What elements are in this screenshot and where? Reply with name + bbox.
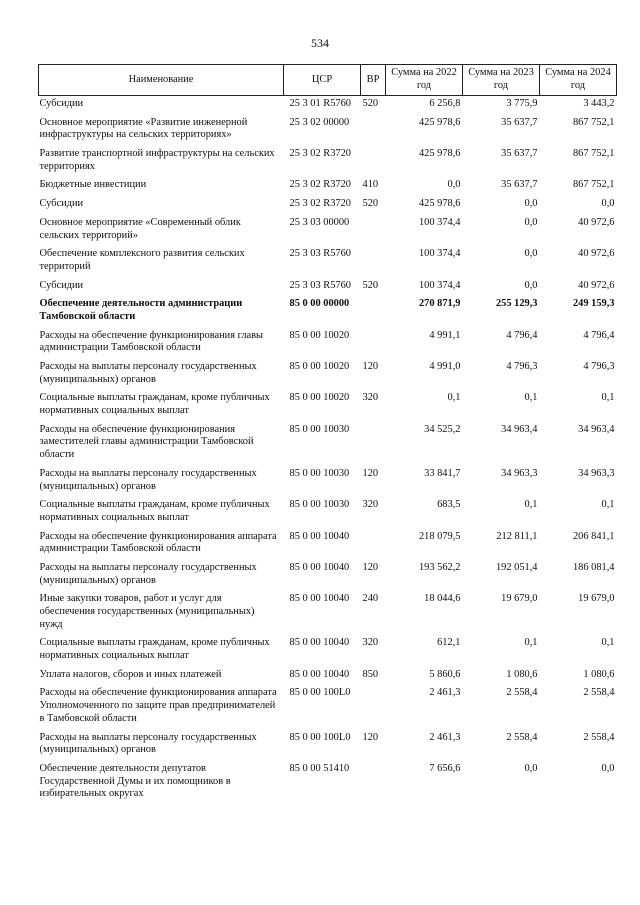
cell-sum-2022: 100 374,4: [418, 279, 461, 291]
cell-sum-2024: 2 558,4: [583, 731, 615, 743]
cell-vr: 320: [362, 499, 379, 511]
cell-sum-2022: 218 079,5: [418, 530, 461, 542]
table-row: [39, 115, 617, 146]
header-sum-2024: Сумма на 2024 год: [540, 65, 617, 96]
cell-name: Обеспечение комплексного развития сельских территорий: [39, 248, 245, 272]
cell-vr: [361, 685, 386, 729]
cell-vr: [361, 146, 386, 177]
cell-sum-2024: 4 796,3: [583, 361, 615, 372]
cell-sum-2023: 34 963,3: [501, 467, 538, 479]
cell-name: Расходы на выплаты персоналу государственных (муниципальных) органов: [39, 467, 257, 492]
cell-sum-2022: 5 860,6: [429, 668, 461, 680]
cell-sum-2023: 0,0: [524, 198, 538, 210]
cell-sum-2024: 2 558,4: [583, 687, 615, 699]
cell-name: Уплата налогов, сборов и иных платежей: [39, 668, 222, 680]
header-row: [39, 65, 617, 96]
cell-sum-2024: 867 752,1: [572, 179, 615, 191]
cell-sum-2024: 1 080,6: [583, 668, 615, 680]
cell-csr: 85 0 00 10020: [289, 329, 350, 341]
cell-vr: 320: [362, 637, 379, 649]
cell-sum-2022: 425 978,6: [418, 116, 461, 128]
cell-name: Расходы на выплаты персоналу государственных (муниципальных) органов: [39, 561, 257, 586]
budget-table: [38, 64, 617, 805]
cell-sum-2023: 35 637,7: [501, 148, 538, 160]
cell-sum-2022: 193 562,2: [418, 561, 461, 573]
cell-sum-2022: 0,0: [447, 179, 461, 191]
cell-sum-2022: 2 461,3: [429, 731, 461, 743]
cell-csr: 25 3 02 00000: [289, 116, 350, 128]
table-row: [39, 96, 617, 115]
cell-name: Развитие транспортной инфраструктуры на сельских территориях: [39, 148, 275, 172]
cell-sum-2022: 7 656,6: [429, 762, 461, 774]
header-sum-2023: Сумма на 2023 год: [463, 65, 540, 96]
cell-vr: 520: [362, 279, 379, 291]
cell-csr: 85 0 00 100L0: [289, 687, 351, 699]
table-row: [39, 560, 617, 591]
cell-sum-2023: 0,0: [524, 248, 538, 260]
cell-vr: [361, 422, 386, 466]
cell-sum-2024: 0,1: [601, 637, 615, 649]
table-body: [39, 96, 617, 805]
table-row: [39, 422, 617, 466]
cell-vr: 520: [362, 98, 379, 109]
cell-vr: [361, 761, 386, 805]
cell-vr: 120: [362, 361, 379, 372]
table-row: [39, 761, 617, 805]
cell-csr: 85 0 00 00000: [289, 298, 350, 310]
table-row: [39, 497, 617, 528]
table-row: [39, 146, 617, 177]
page-number: 534: [311, 36, 329, 50]
cell-sum-2022: 100 374,4: [418, 248, 461, 260]
header-name: Наименование: [39, 65, 284, 96]
header-csr: ЦСР: [284, 65, 361, 96]
cell-vr: 120: [362, 731, 379, 743]
cell-sum-2024: 0,0: [601, 762, 615, 774]
cell-vr: 850: [362, 668, 379, 680]
cell-vr: 120: [362, 467, 379, 479]
cell-csr: 25 3 03 R5760: [289, 279, 351, 291]
cell-csr: 25 3 02 R3720: [289, 148, 351, 160]
cell-vr: [361, 115, 386, 146]
table-row: [39, 246, 617, 277]
cell-name: Социальные выплаты гражданам, кроме публичных нормативных социальных выплат: [39, 499, 270, 523]
cell-sum-2024: 867 752,1: [572, 116, 615, 128]
cell-sum-2023: 2 558,4: [506, 731, 538, 743]
cell-sum-2024: 186 081,4: [572, 561, 615, 573]
cell-name: Социальные выплаты гражданам, кроме публичных нормативных социальных выплат: [39, 392, 270, 417]
table-row: [39, 328, 617, 359]
cell-sum-2022: 683,5: [437, 499, 461, 511]
cell-sum-2024: 34 963,4: [578, 423, 615, 435]
cell-sum-2024: 4 796,4: [583, 329, 615, 341]
table-row: [39, 177, 617, 196]
cell-sum-2023: 192 051,4: [495, 561, 538, 573]
cell-sum-2024: 40 972,6: [578, 216, 615, 228]
table-row: [39, 359, 617, 390]
cell-sum-2022: 270 871,9: [418, 298, 461, 310]
cell-sum-2023: 19 679,0: [501, 593, 538, 605]
table-row: [39, 730, 617, 761]
cell-sum-2024: 867 752,1: [572, 148, 615, 160]
cell-vr: [361, 328, 386, 359]
cell-vr: [361, 215, 386, 246]
cell-sum-2022: 425 978,6: [418, 148, 461, 160]
cell-sum-2023: 0,1: [524, 637, 538, 649]
cell-sum-2023: 35 637,7: [501, 179, 538, 191]
cell-vr: 410: [362, 179, 379, 191]
cell-csr: 85 0 00 10040: [289, 637, 350, 649]
cell-name: Расходы на обеспечение функционирования главы администрации Тамбовской области: [39, 329, 264, 354]
cell-sum-2022: 100 374,4: [418, 216, 461, 228]
cell-sum-2023: 0,1: [524, 392, 538, 404]
cell-sum-2024: 19 679,0: [578, 593, 615, 605]
cell-name: Расходы на обеспечение функционирования аппарата администрации Тамбовской области: [39, 530, 277, 555]
cell-csr: 85 0 00 10040: [289, 593, 350, 605]
cell-sum-2023: 35 637,7: [501, 116, 538, 128]
cell-sum-2024: 0,0: [601, 198, 615, 210]
header-vr: ВР: [361, 65, 386, 96]
cell-name: Расходы на обеспечение функционирования аппарата Уполномоченного по защите прав предпринимателей в Тамбовской области: [39, 687, 277, 724]
cell-sum-2023: 2 558,4: [506, 687, 538, 699]
cell-sum-2024: 34 963,3: [578, 467, 615, 479]
cell-sum-2023: 1 080,6: [506, 668, 538, 680]
cell-name: Расходы на выплаты персоналу государственных (муниципальных) органов: [39, 361, 257, 385]
cell-csr: 85 0 00 51410: [289, 762, 350, 774]
cell-sum-2022: 34 525,2: [424, 423, 461, 435]
cell-sum-2023: 4 796,4: [506, 329, 538, 341]
cell-sum-2022: 2 461,3: [429, 687, 461, 699]
table-row: [39, 667, 617, 686]
cell-name: Расходы на выплаты персоналу государственных (муниципальных) органов: [39, 731, 257, 756]
cell-name: Обеспечение деятельности администрации Тамбовской области: [39, 298, 243, 322]
cell-sum-2022: 18 044,6: [424, 593, 461, 605]
cell-name: Субсидии: [39, 98, 84, 109]
cell-name: Основное мероприятие «Развитие инженерной инфраструктуры на сельских территориях»: [39, 116, 248, 141]
cell-name: Иные закупки товаров, работ и услуг для обеспечения государственных (муниципальных) нужд: [39, 593, 255, 630]
cell-name: Бюджетные инвестиции: [39, 179, 147, 191]
cell-sum-2022: 33 841,7: [424, 467, 461, 479]
table-row: [39, 390, 617, 421]
cell-name: Обеспечение деятельности депутатов Государственной Думы и их помощников в избирательных округах: [39, 762, 231, 800]
cell-sum-2024: 249 159,3: [572, 298, 615, 310]
cell-sum-2022: 425 978,6: [418, 198, 461, 210]
cell-csr: 85 0 00 10040: [289, 530, 350, 542]
cell-sum-2023: 3 775,9: [506, 98, 538, 109]
cell-csr: 85 0 00 10040: [289, 668, 350, 680]
cell-csr: 25 3 03 R5760: [289, 248, 351, 260]
table-header: [39, 65, 617, 96]
cell-vr: 520: [362, 198, 379, 210]
table-row: [39, 296, 617, 327]
table-row: [39, 215, 617, 246]
cell-vr: 240: [362, 593, 379, 605]
cell-sum-2022: 4 991,1: [429, 329, 461, 341]
cell-sum-2024: 206 841,1: [572, 530, 615, 542]
table-row: [39, 466, 617, 497]
cell-sum-2023: 255 129,3: [495, 298, 538, 310]
cell-csr: 25 3 02 R3720: [289, 198, 351, 210]
table-row: [39, 591, 617, 635]
table-row: [39, 685, 617, 729]
cell-sum-2023: 0,1: [524, 499, 538, 511]
cell-csr: 25 3 01 R5760: [289, 98, 351, 109]
cell-csr: 85 0 00 10030: [289, 467, 350, 479]
cell-sum-2024: 3 443,2: [583, 98, 615, 109]
cell-name: Основное мероприятие «Современный облик сельских территорий»: [39, 216, 241, 241]
cell-vr: 320: [362, 392, 379, 404]
cell-vr: [361, 529, 386, 560]
cell-name: Расходы на обеспечение функционирования заместителей главы администрации Тамбовской области: [39, 423, 254, 461]
cell-sum-2023: 34 963,4: [501, 423, 538, 435]
cell-sum-2022: 4 991,0: [429, 361, 461, 372]
cell-csr: 25 3 02 R3720: [289, 179, 351, 191]
cell-csr: 25 3 03 00000: [289, 216, 350, 228]
cell-name: Субсидии: [39, 198, 84, 210]
cell-csr: 85 0 00 10030: [289, 423, 350, 435]
cell-sum-2022: 6 256,8: [429, 98, 461, 109]
table-row: [39, 196, 617, 215]
cell-csr: 85 0 00 10030: [289, 499, 350, 511]
cell-sum-2022: 0,1: [447, 392, 461, 404]
cell-sum-2023: 0,0: [524, 216, 538, 228]
header-sum-2022: Сумма на 2022 год: [386, 65, 463, 96]
table-row: [39, 529, 617, 560]
table-row: [39, 635, 617, 666]
cell-sum-2024: 40 972,6: [578, 248, 615, 260]
cell-vr: [361, 246, 386, 277]
cell-sum-2022: 612,1: [437, 637, 461, 649]
table-row: [39, 278, 617, 297]
cell-csr: 85 0 00 10020: [289, 392, 350, 404]
cell-sum-2023: 0,0: [524, 279, 538, 291]
cell-csr: 85 0 00 10040: [289, 561, 350, 573]
cell-sum-2024: 0,1: [601, 499, 615, 511]
cell-csr: 85 0 00 100L0: [289, 731, 351, 743]
cell-sum-2023: 4 796,3: [506, 361, 538, 372]
cell-name: Субсидии: [39, 279, 84, 291]
cell-vr: 120: [362, 561, 379, 573]
cell-name: Социальные выплаты гражданам, кроме публичных нормативных социальных выплат: [39, 637, 270, 662]
cell-sum-2024: 0,1: [601, 392, 615, 404]
cell-csr: 85 0 00 10020: [289, 361, 350, 372]
cell-vr: [361, 296, 386, 327]
cell-sum-2024: 40 972,6: [578, 279, 615, 291]
cell-sum-2023: 212 811,1: [496, 530, 538, 542]
cell-sum-2023: 0,0: [524, 762, 538, 774]
